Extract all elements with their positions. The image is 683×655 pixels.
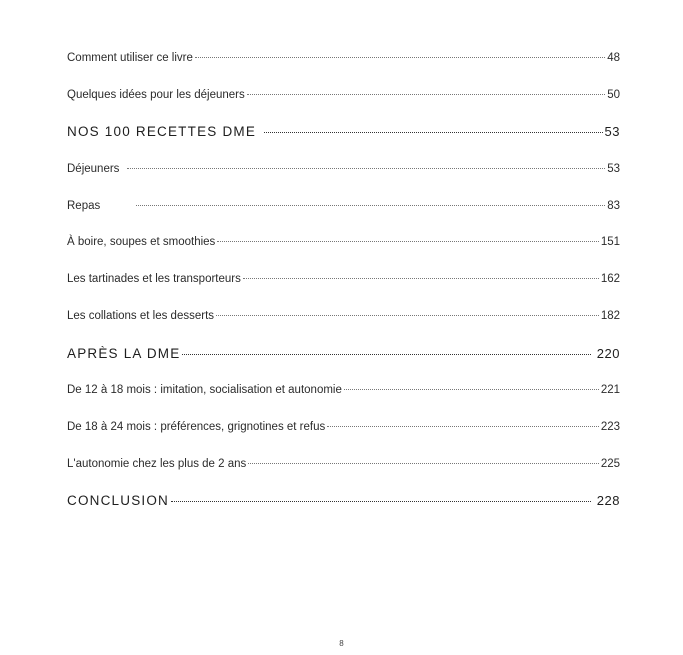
toc-entry-page: 151 xyxy=(600,236,620,248)
toc-section-page: 220 xyxy=(596,346,620,361)
toc-entry-label: Quelques idées pour les déjeuners xyxy=(67,89,245,101)
toc-entry-collations[interactable] xyxy=(67,310,620,322)
toc-entry-page: 48 xyxy=(607,52,620,64)
toc-entry-page: 50 xyxy=(607,89,620,101)
dot-leader xyxy=(243,278,599,279)
toc-section-nos-100-recettes[interactable] xyxy=(67,124,620,139)
toc-entry-page: 223 xyxy=(600,421,620,433)
toc-entry-label: Déjeuners xyxy=(67,163,120,175)
toc-entry-18-24-mois[interactable] xyxy=(67,421,620,433)
toc-entry-label: Comment utiliser ce livre xyxy=(67,52,193,64)
toc-entry-page: 221 xyxy=(600,384,620,396)
toc-entry-12-18-mois[interactable] xyxy=(67,384,620,396)
dot-leader xyxy=(195,57,605,58)
toc-section-label: CONCLUSION xyxy=(67,493,170,508)
dot-leader xyxy=(248,463,599,464)
toc-entry-label: De 12 à 18 mois : imitation, socialisation et autonomie xyxy=(67,384,342,396)
dot-leader xyxy=(264,132,602,133)
dot-leader xyxy=(247,94,605,95)
toc-entry-page: 225 xyxy=(600,458,620,470)
toc-entry-label: Les collations et les desserts xyxy=(67,310,215,322)
dot-leader xyxy=(216,315,599,316)
page-number: 8 xyxy=(339,639,344,648)
toc-section-conclusion[interactable] xyxy=(67,493,620,508)
toc-section-page: 228 xyxy=(596,493,620,508)
toc-entry-label: À boire, soupes et smoothies xyxy=(67,236,216,248)
toc-entry-page: 182 xyxy=(600,310,620,322)
toc-entry-label: Les tartinades et les transporteurs xyxy=(67,273,241,285)
toc-entry-page: 162 xyxy=(600,273,620,285)
toc-entry-tartinades[interactable] xyxy=(67,273,620,285)
toc-section-apres-la-dme[interactable] xyxy=(67,346,620,361)
toc-section-label: NOS 100 RECETTES DME xyxy=(67,124,257,139)
dot-leader xyxy=(217,241,599,242)
toc-section-page: 53 xyxy=(604,124,620,139)
dot-leader xyxy=(327,426,599,427)
dot-leader xyxy=(344,389,599,390)
toc-entry-page: 83 xyxy=(607,200,620,212)
dot-leader xyxy=(182,354,590,355)
toc-entry-label: L'autonomie chez les plus de 2 ans xyxy=(67,458,247,470)
toc-entry-a-boire[interactable] xyxy=(67,236,620,248)
dot-leader xyxy=(136,205,605,206)
toc-entry-page: 53 xyxy=(607,163,620,175)
toc-entry-label: De 18 à 24 mois : préférences, grignotines et refus xyxy=(67,421,326,433)
toc-entry-repas[interactable] xyxy=(67,200,620,212)
toc-section-label: APRÈS LA DME xyxy=(67,346,181,361)
toc-entry-comment-utiliser[interactable] xyxy=(67,52,620,64)
dot-leader xyxy=(127,168,605,169)
toc-entry-idees-dejeuners[interactable] xyxy=(67,89,620,101)
toc-entry-label: Repas xyxy=(67,200,101,212)
toc-entry-dejeuners[interactable] xyxy=(67,163,620,175)
dot-leader xyxy=(171,501,591,502)
toc-entry-autonomie[interactable] xyxy=(67,458,620,470)
